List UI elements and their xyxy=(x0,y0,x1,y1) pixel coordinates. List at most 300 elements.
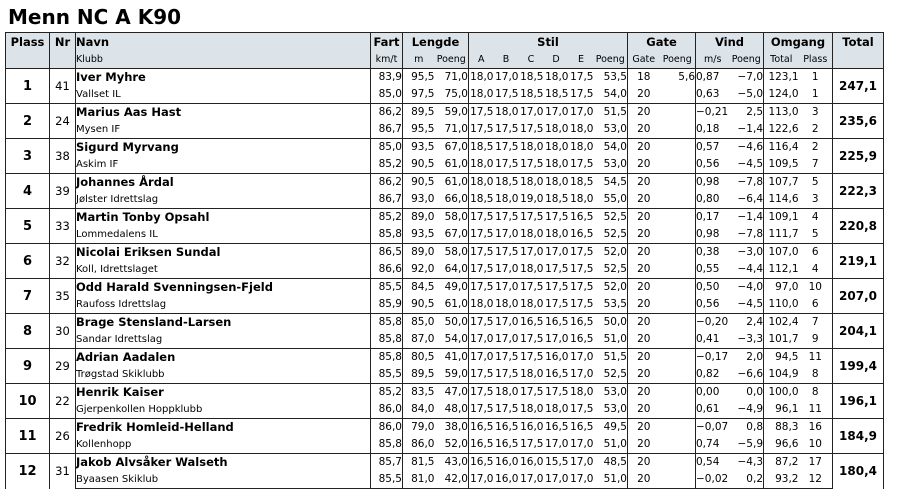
vind-ms-cell: 0,80 xyxy=(696,191,730,209)
vind-ms-cell: 0,18 xyxy=(696,121,730,139)
stil-a-cell: 16,5 xyxy=(469,436,494,454)
stil-d-cell: 17,5 xyxy=(545,298,569,310)
athlete-name: Henrik Kaiser xyxy=(76,384,371,402)
stil-e-cell: 17,0 xyxy=(569,104,594,122)
stil-d-cell: 17,0 xyxy=(544,244,569,262)
gate-poeng-cell: 5,6 xyxy=(660,69,696,87)
bib-number-cell: 22 xyxy=(50,384,76,419)
gate-poeng-cell xyxy=(660,296,696,314)
stil-e-cell: 17,5 xyxy=(570,158,594,170)
stil-d-cell: 17,0 xyxy=(545,333,569,345)
vind-ms-cell: 0,82 xyxy=(696,366,730,384)
stil-c-cell: 18,0 xyxy=(520,228,544,240)
total-cell: 222,3 xyxy=(833,174,884,209)
stil-poeng-cell: 53,0 xyxy=(603,403,627,415)
club-name: Sandar Idrettslag xyxy=(76,331,371,349)
stil-c-cell: 17,5 xyxy=(520,438,544,450)
stil-poeng-cell: 52,0 xyxy=(594,279,628,297)
total-cell: 219,1 xyxy=(833,244,884,279)
total-cell: 220,8 xyxy=(833,209,884,244)
header-stil-poeng: Poeng xyxy=(594,52,628,69)
lengde-poeng-cell: 64,0 xyxy=(444,263,468,275)
stil-c-cell: 17,0 xyxy=(519,244,544,262)
gate-cell: 20 xyxy=(628,209,660,227)
stil-poeng-cell: 53,5 xyxy=(603,298,627,310)
stil-poeng-cell: 55,0 xyxy=(603,193,627,205)
omgang-plass-cell: 7 xyxy=(799,314,833,332)
stil-b-cell: 17,5 xyxy=(494,244,519,262)
bib-number-cell: 29 xyxy=(50,349,76,384)
gate-cell: 20 xyxy=(628,279,660,297)
stil-e-cell: 16,5 xyxy=(569,419,594,437)
lengde-poeng-cell: 38,0 xyxy=(435,419,469,437)
vind-poeng-cell: −4,4 xyxy=(737,263,763,275)
header-row-2 xyxy=(6,52,884,69)
lengde-poeng-cell: 61,0 xyxy=(444,298,468,310)
place-cell: 10 xyxy=(6,384,50,419)
stil-c-cell: 17,5 xyxy=(520,333,544,345)
vind-poeng-cell: 2,5 xyxy=(730,104,764,122)
gate-cell: 20 xyxy=(628,191,660,209)
omgang-plass-cell: 8 xyxy=(799,384,833,402)
gate-cell: 18 xyxy=(628,69,660,87)
vind-poeng-cell: 0,2 xyxy=(730,471,764,489)
stil-b-cell: 16,5 xyxy=(494,419,519,437)
omgang-total-cell: 113,0 xyxy=(764,104,799,122)
stil-c-cell: 18,0 xyxy=(520,263,544,275)
vind-ms-cell: 0,56 xyxy=(696,296,730,314)
table-row xyxy=(6,401,884,419)
vind-ms-cell: −0,07 xyxy=(696,419,730,437)
table-row xyxy=(6,69,884,87)
stil-c-cell: 17,5 xyxy=(519,384,544,402)
stil-b-cell: 17,5 xyxy=(495,403,519,415)
omgang-plass-cell: 7 xyxy=(811,158,819,170)
header-omgang-total: Total xyxy=(764,52,799,69)
total-cell: 225,9 xyxy=(833,139,884,174)
vind-ms-cell: 0,56 xyxy=(696,156,730,174)
fart-cell: 83,9 xyxy=(371,69,403,87)
lengde-m-cell: 89,5 xyxy=(403,366,435,384)
gate-poeng-cell xyxy=(660,331,696,349)
omgang-plass-cell: 3 xyxy=(799,104,833,122)
stil-e-cell: 18,0 xyxy=(569,384,594,402)
gate-poeng-cell xyxy=(660,436,696,454)
stil-poeng-cell: 50,0 xyxy=(594,314,628,332)
vind-ms-cell: 0,17 xyxy=(696,209,730,227)
header-plass: Plass xyxy=(6,33,50,53)
stil-poeng-cell: 51,0 xyxy=(594,471,628,489)
stil-d-cell: 16,5 xyxy=(545,368,569,380)
stil-d-cell: 15,5 xyxy=(544,454,569,472)
omgang-plass-cell: 16 xyxy=(799,419,833,437)
omgang-plass-cell: 6 xyxy=(799,244,833,262)
lengde-m-cell: 84,0 xyxy=(403,401,435,419)
stil-poeng-cell: 53,0 xyxy=(594,384,628,402)
stil-e-cell: 18,0 xyxy=(570,123,594,135)
total-cell: 184,9 xyxy=(833,419,884,454)
stil-b-cell: 16,0 xyxy=(494,454,519,472)
stil-c-cell: 17,0 xyxy=(519,471,544,489)
club-name: Koll, Idrettslaget xyxy=(76,261,371,279)
lengde-poeng-cell: 59,0 xyxy=(435,104,469,122)
stil-e-cell: 18,0 xyxy=(570,193,594,205)
page-title: Menn NC A K90 xyxy=(8,5,182,29)
athlete-name: Odd Harald Svenningsen-Fjeld xyxy=(76,279,371,297)
vind-poeng-cell: −1,4 xyxy=(737,123,763,135)
stil-a-cell: 18,0 xyxy=(469,69,494,87)
gate-cell: 20 xyxy=(628,419,660,437)
vind-ms-cell: −0,02 xyxy=(696,471,730,489)
table-row xyxy=(6,366,884,384)
athlete-name: Adrian Aadalen xyxy=(76,349,371,367)
club-name: Vallset IL xyxy=(76,86,371,104)
stil-c-cell: 18,0 xyxy=(520,403,544,415)
vind-poeng-cell: −4,5 xyxy=(737,298,763,310)
total-cell: 207,0 xyxy=(833,279,884,314)
table-row xyxy=(6,296,884,314)
omgang-plass-cell: 17 xyxy=(799,454,833,472)
stil-d-cell: 18,0 xyxy=(545,228,569,240)
vind-poeng-cell: −6,6 xyxy=(737,368,763,380)
stil-a-cell: 17,0 xyxy=(469,349,494,367)
omgang-total-cell: 93,2 xyxy=(764,471,799,489)
omgang-total-cell: 100,0 xyxy=(764,384,799,402)
vind-poeng-cell: −7,8 xyxy=(737,228,763,240)
stil-poeng-cell: 51,5 xyxy=(594,349,628,367)
vind-poeng-cell: 0,8 xyxy=(730,419,764,437)
table-row xyxy=(6,454,884,472)
lengde-m-cell: 79,0 xyxy=(403,419,435,437)
omgang-total-cell: 124,0 xyxy=(764,86,799,104)
stil-d-cell: 16,5 xyxy=(544,419,569,437)
vind-poeng-cell: −7,0 xyxy=(730,69,764,87)
header-row-1 xyxy=(6,33,884,53)
stil-e-cell: 16,5 xyxy=(569,314,594,332)
fart-cell: 85,8 xyxy=(371,436,403,454)
stil-c-cell: 17,5 xyxy=(519,349,544,367)
omgang-plass-cell: 2 xyxy=(811,123,819,135)
vind-ms-cell: 0,98 xyxy=(696,226,730,244)
stil-c-cell: 18,0 xyxy=(520,298,544,310)
stil-a-cell: 17,5 xyxy=(469,209,494,227)
vind-poeng-cell: −3,3 xyxy=(737,333,763,345)
gate-poeng-cell xyxy=(660,209,696,227)
stil-a-cell: 17,0 xyxy=(469,471,494,489)
lengde-poeng-cell: 52,0 xyxy=(444,438,468,450)
lengde-poeng-cell: 47,0 xyxy=(435,384,469,402)
header-stil-b: B xyxy=(494,52,519,69)
omgang-total-cell: 107,7 xyxy=(764,174,799,192)
vind-poeng-cell: −4,0 xyxy=(730,279,764,297)
stil-d-cell: 18,0 xyxy=(544,139,569,157)
gate-poeng-cell xyxy=(660,279,696,297)
stil-c-cell: 18,5 xyxy=(520,88,544,100)
table-row xyxy=(6,436,884,454)
gate-cell: 20 xyxy=(628,226,660,244)
omgang-plass-cell: 4 xyxy=(799,209,833,227)
gate-cell: 20 xyxy=(628,86,660,104)
lengde-poeng-cell: 58,0 xyxy=(435,244,469,262)
stil-poeng-cell: 51,0 xyxy=(603,438,627,450)
fart-cell: 85,8 xyxy=(371,331,403,349)
results-table xyxy=(5,32,884,489)
table-row xyxy=(6,174,884,192)
stil-a-cell: 18,0 xyxy=(469,296,494,314)
table-row xyxy=(6,121,884,139)
club-name: Mysen IF xyxy=(76,121,371,139)
athlete-name: Fredrik Homleid-Helland xyxy=(76,419,371,437)
club-name: Jølster Idrettslag xyxy=(76,191,371,209)
vind-ms-cell: 0,50 xyxy=(696,279,730,297)
stil-d-cell: 17,5 xyxy=(545,263,569,275)
place-cell: 4 xyxy=(6,174,50,209)
vind-ms-cell: 0,87 xyxy=(696,69,730,87)
header-stil-c: C xyxy=(519,52,544,69)
stil-c-cell: 17,5 xyxy=(519,209,544,227)
athlete-name: Marius Aas Hast xyxy=(76,104,371,122)
stil-c-cell: 17,5 xyxy=(520,123,544,135)
fart-cell: 85,0 xyxy=(371,86,403,104)
fart-cell: 86,2 xyxy=(371,104,403,122)
omgang-plass-cell: 12 xyxy=(799,471,833,489)
gate-cell: 20 xyxy=(628,314,660,332)
bib-number-cell: 32 xyxy=(50,244,76,279)
table-row xyxy=(6,419,884,437)
omgang-total-cell: 110,0 xyxy=(764,296,799,314)
stil-d-cell: 16,5 xyxy=(544,314,569,332)
table-row xyxy=(6,261,884,279)
stil-b-cell: 17,0 xyxy=(495,228,519,240)
vind-poeng-cell: −6,4 xyxy=(737,193,763,205)
stil-b-cell: 17,5 xyxy=(494,209,519,227)
vind-ms-cell: 0,74 xyxy=(696,436,730,454)
omgang-total-cell: 102,4 xyxy=(764,314,799,332)
stil-a-cell: 17,5 xyxy=(469,226,494,244)
fart-cell: 85,2 xyxy=(371,156,403,174)
fart-cell: 85,8 xyxy=(371,349,403,367)
vind-ms-cell: 0,00 xyxy=(696,384,730,402)
gate-cell: 20 xyxy=(628,384,660,402)
stil-d-cell: 18,0 xyxy=(545,123,569,135)
stil-e-cell: 17,0 xyxy=(570,368,594,380)
vind-ms-cell: 0,63 xyxy=(696,86,730,104)
gate-cell: 20 xyxy=(628,121,660,139)
stil-d-cell: 17,0 xyxy=(544,104,569,122)
header-omgang: Omgang xyxy=(764,33,833,53)
stil-a-cell: 17,5 xyxy=(469,279,494,297)
table-row xyxy=(6,104,884,122)
stil-c-cell: 17,5 xyxy=(519,279,544,297)
stil-c-cell: 18,0 xyxy=(519,139,544,157)
omgang-total-cell: 87,2 xyxy=(764,454,799,472)
stil-a-cell: 17,5 xyxy=(469,121,494,139)
stil-e-cell: 16,5 xyxy=(570,228,594,240)
gate-poeng-cell xyxy=(660,244,696,262)
total-cell: 204,1 xyxy=(833,314,884,349)
omgang-plass-cell: 11 xyxy=(799,349,833,367)
stil-poeng-cell: 51,0 xyxy=(603,333,627,345)
stil-b-cell: 17,5 xyxy=(495,368,519,380)
omgang-total-cell: 111,7 xyxy=(764,226,799,244)
gate-poeng-cell xyxy=(660,86,696,104)
lengde-poeng-cell: 75,0 xyxy=(444,88,468,100)
lengde-poeng-cell: 66,0 xyxy=(444,193,468,205)
omgang-plass-cell: 9 xyxy=(811,333,819,345)
table-row xyxy=(6,226,884,244)
gate-cell: 20 xyxy=(628,296,660,314)
header-gate: Gate xyxy=(628,33,696,53)
lengde-m-cell: 92,0 xyxy=(403,261,435,279)
stil-c-cell: 16,0 xyxy=(519,419,544,437)
gate-poeng-cell xyxy=(660,401,696,419)
lengde-m-cell: 93,5 xyxy=(403,139,435,157)
table-row xyxy=(6,471,884,489)
header-lengde: Lengde xyxy=(403,33,469,53)
bib-number-cell: 39 xyxy=(50,174,76,209)
stil-e-cell: 17,5 xyxy=(569,244,594,262)
fart-cell: 86,0 xyxy=(371,419,403,437)
gate-poeng-cell xyxy=(660,349,696,367)
table-row xyxy=(6,156,884,174)
gate-cell: 20 xyxy=(628,401,660,419)
omgang-total-cell: 101,7 xyxy=(764,331,799,349)
club-name: Byaasen Skiklub xyxy=(76,471,371,489)
gate-cell: 20 xyxy=(628,174,660,192)
table-row xyxy=(6,209,884,227)
stil-b-cell: 18,0 xyxy=(494,104,519,122)
stil-d-cell: 18,0 xyxy=(544,69,569,87)
lengde-poeng-cell: 58,0 xyxy=(435,209,469,227)
lengde-poeng-cell: 71,0 xyxy=(435,69,469,87)
gate-cell: 20 xyxy=(628,156,660,174)
stil-e-cell: 17,5 xyxy=(569,279,594,297)
table-row xyxy=(6,331,884,349)
omgang-plass-cell: 4 xyxy=(811,263,819,275)
omgang-plass-cell: 5 xyxy=(799,174,833,192)
gate-cell: 20 xyxy=(628,139,660,157)
stil-d-cell: 18,5 xyxy=(545,193,569,205)
omgang-plass-cell: 5 xyxy=(811,228,819,240)
bib-number-cell: 33 xyxy=(50,209,76,244)
header-total: Total xyxy=(833,33,884,53)
vind-poeng-cell: 0,0 xyxy=(730,384,764,402)
place-cell: 3 xyxy=(6,139,50,174)
lengde-m-cell: 83,5 xyxy=(403,384,435,402)
lengde-m-cell: 84,5 xyxy=(403,279,435,297)
stil-c-cell: 18,0 xyxy=(520,368,544,380)
stil-poeng-cell: 52,5 xyxy=(603,263,627,275)
stil-d-cell: 18,0 xyxy=(545,403,569,415)
omgang-total-cell: 109,1 xyxy=(764,209,799,227)
stil-b-cell: 17,0 xyxy=(495,333,519,345)
stil-e-cell: 16,5 xyxy=(570,333,594,345)
header-nr: Nr xyxy=(50,33,76,53)
vind-ms-cell: −0,20 xyxy=(696,314,730,332)
stil-a-cell: 17,5 xyxy=(469,401,494,419)
gate-poeng-cell xyxy=(660,261,696,279)
lengde-poeng-cell: 61,0 xyxy=(444,158,468,170)
header-fart: Fart xyxy=(371,33,403,53)
stil-d-cell: 17,0 xyxy=(545,438,569,450)
stil-d-cell: 16,0 xyxy=(544,349,569,367)
lengde-m-cell: 87,0 xyxy=(403,331,435,349)
stil-c-cell: 17,0 xyxy=(519,104,544,122)
omgang-plass-cell: 11 xyxy=(808,403,822,415)
stil-poeng-cell: 53,0 xyxy=(603,158,627,170)
place-cell: 12 xyxy=(6,454,50,489)
stil-b-cell: 18,0 xyxy=(495,193,519,205)
vind-poeng-cell: −4,6 xyxy=(730,139,764,157)
gate-poeng-cell xyxy=(660,471,696,489)
stil-poeng-cell: 52,0 xyxy=(594,244,628,262)
lengde-m-cell: 80,5 xyxy=(403,349,435,367)
lengde-poeng-cell: 48,0 xyxy=(444,403,468,415)
header-stil-e: E xyxy=(569,52,594,69)
lengde-poeng-cell: 61,0 xyxy=(435,174,469,192)
total-cell: 247,1 xyxy=(833,69,884,104)
athlete-name: Iver Myhre xyxy=(76,69,371,87)
gate-cell: 20 xyxy=(628,104,660,122)
athlete-name: Martin Tonby Opsahl xyxy=(76,209,371,227)
stil-b-cell: 17,0 xyxy=(494,314,519,332)
header-vind-ms: m/s xyxy=(696,52,730,69)
lengde-m-cell: 93,0 xyxy=(403,191,435,209)
stil-e-cell: 17,5 xyxy=(569,69,594,87)
athlete-name: Brage Stensland-Larsen xyxy=(76,314,371,332)
gate-poeng-cell xyxy=(660,226,696,244)
total-cell: 199,4 xyxy=(833,349,884,384)
fart-cell: 85,5 xyxy=(371,366,403,384)
vind-ms-cell: 0,54 xyxy=(696,454,730,472)
lengde-m-cell: 90,5 xyxy=(403,156,435,174)
fart-cell: 86,5 xyxy=(371,244,403,262)
stil-c-cell: 18,0 xyxy=(519,174,544,192)
omgang-total-cell: 114,6 xyxy=(764,191,799,209)
stil-a-cell: 17,5 xyxy=(469,104,494,122)
vind-poeng-cell: −7,8 xyxy=(730,174,764,192)
vind-poeng-cell: −4,3 xyxy=(730,454,764,472)
fart-cell: 86,7 xyxy=(371,121,403,139)
club-name: Lommedalens IL xyxy=(76,226,371,244)
header-vind-poeng: Poeng xyxy=(730,52,764,69)
stil-poeng-cell: 48,5 xyxy=(594,454,628,472)
stil-a-cell: 18,0 xyxy=(469,86,494,104)
vind-poeng-cell: −3,0 xyxy=(730,244,764,262)
omgang-plass-cell: 8 xyxy=(811,368,819,380)
lengde-m-cell: 97,5 xyxy=(403,86,435,104)
stil-b-cell: 18,0 xyxy=(494,384,519,402)
bib-number-cell: 41 xyxy=(50,69,76,104)
omgang-total-cell: 122,6 xyxy=(764,121,799,139)
stil-d-cell: 18,0 xyxy=(544,174,569,192)
place-cell: 9 xyxy=(6,349,50,384)
table-row xyxy=(6,86,884,104)
omgang-total-cell: 109,5 xyxy=(764,156,799,174)
stil-a-cell: 17,5 xyxy=(469,384,494,402)
stil-b-cell: 17,5 xyxy=(494,139,519,157)
omgang-total-cell: 116,4 xyxy=(764,139,799,157)
stil-d-cell: 17,5 xyxy=(544,209,569,227)
stil-e-cell: 17,5 xyxy=(570,88,594,100)
place-cell: 8 xyxy=(6,314,50,349)
header-klubb: Klubb xyxy=(76,52,371,69)
bib-number-cell: 31 xyxy=(50,454,76,489)
lengde-poeng-cell: 67,0 xyxy=(444,228,468,240)
bib-number-cell: 35 xyxy=(50,279,76,314)
table-row xyxy=(6,244,884,262)
lengde-poeng-cell: 41,0 xyxy=(435,349,469,367)
